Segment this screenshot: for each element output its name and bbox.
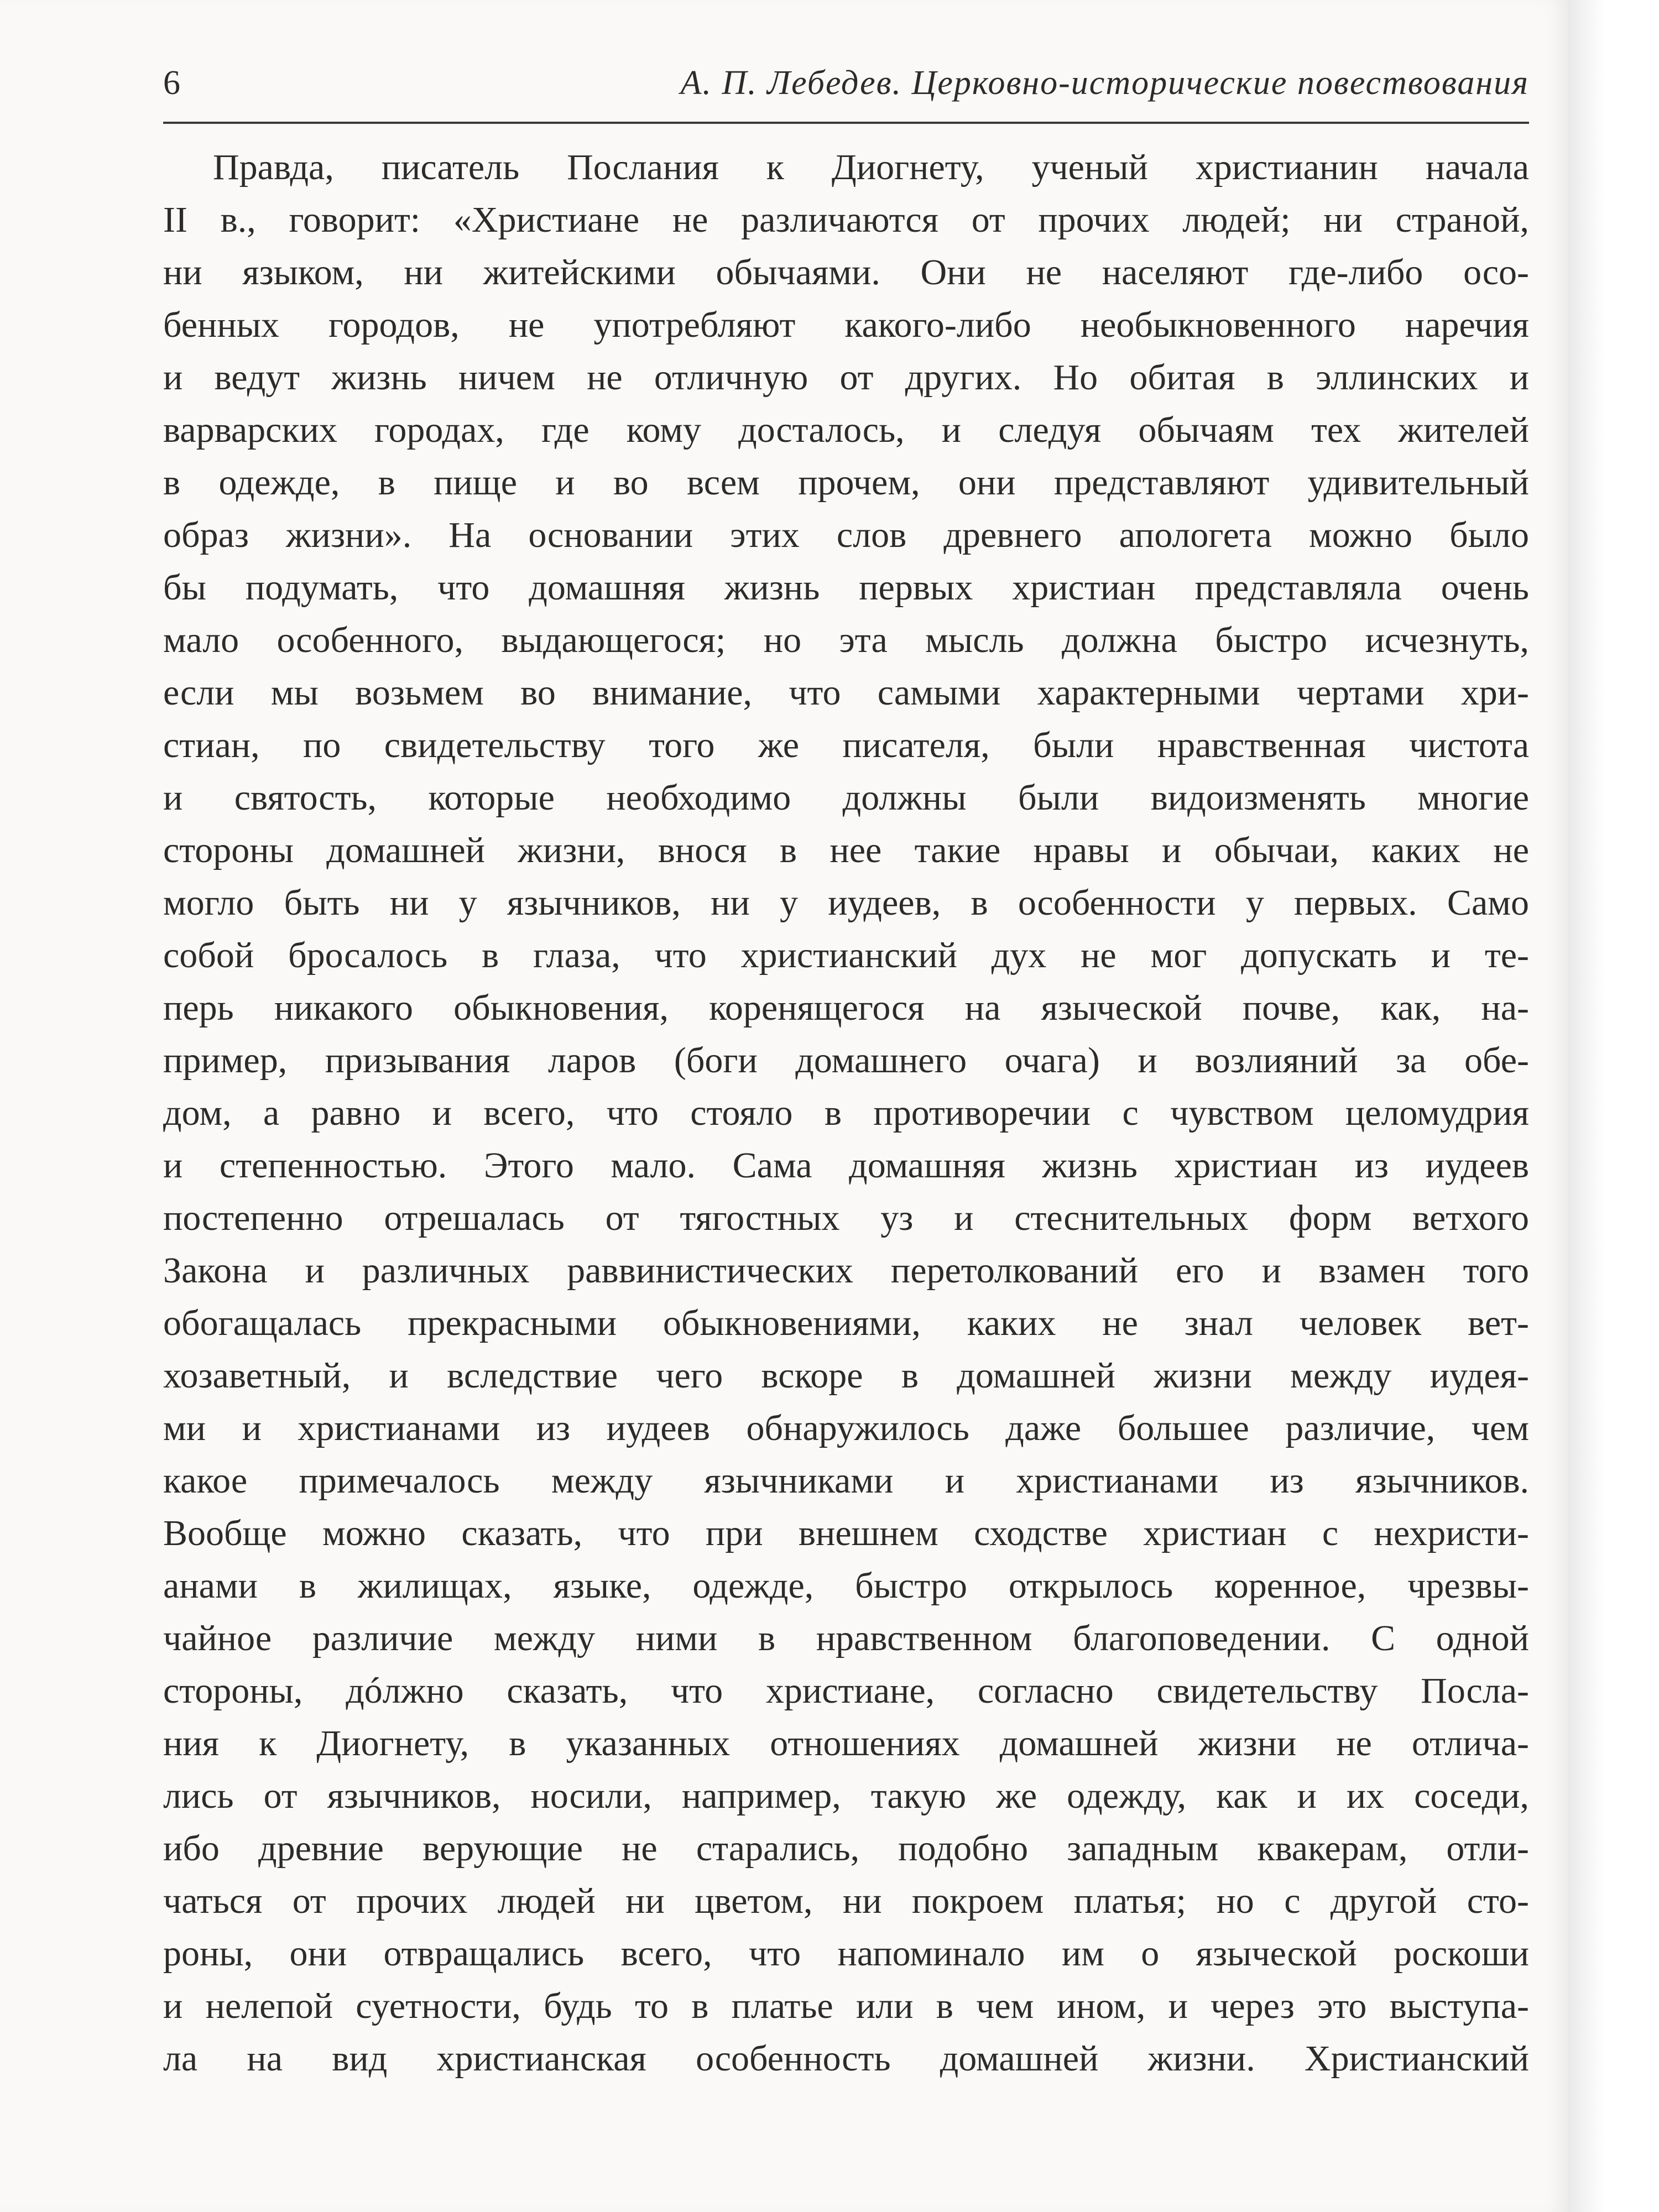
- running-title: А. П. Лебедев. Церковно-исторические повествования: [680, 64, 1529, 102]
- text-line: II в., говорит: «Христиане не различаются от прочих людей; ни страной,: [163, 200, 1529, 240]
- body-text: [163, 141, 1529, 2085]
- text-line: роны, они отвращались всего, что напоминало им о языческой роскоши: [163, 1933, 1529, 1974]
- text-line: Закона и различных раввинистических перетолкований его и взамен того: [163, 1250, 1529, 1291]
- text-line: стороны, дóлжно сказать, что христиане, согласно свидетельству Посла-: [163, 1671, 1529, 1711]
- text-line: чаться от прочих людей ни цветом, ни покроем платья; но с другой сто-: [163, 1881, 1529, 1921]
- text-line: ла на вид христианская особенность домашней жизни. Христианский: [163, 2038, 1529, 2079]
- text-line: чайное различие между ними в нравственном благоповедении. С одной: [163, 1618, 1529, 1658]
- text-line: ния к Диогнету, в указанных отношениях домашней жизни не отлича-: [163, 1723, 1529, 1764]
- text-line: в одежде, в пище и во всем прочем, они представляют удивительный: [163, 462, 1529, 503]
- text-line: и нелепой суетности, будь то в платье или в чем ином, и через это выступа-: [163, 1986, 1529, 2026]
- text-line: хозаветный, и вследствие чего вскоре в домашней жизни между иудея-: [163, 1355, 1529, 1396]
- text-line: Правда, писатель Послания к Диогнету, ученый христианин начала: [213, 147, 1529, 187]
- text-line: анами в жилищах, языке, одежде, быстро открылось коренное, чрезвы-: [163, 1566, 1529, 1606]
- header-rule: [163, 122, 1529, 124]
- text-line: бенных городов, не употребляют какого-либо необыкновенного наречия: [163, 305, 1529, 345]
- page-edge: [1568, 0, 1659, 2212]
- text-line: и ведут жизнь ничем не отличную от других. Но обитая в эллинских и: [163, 357, 1529, 398]
- text-line: ми и христианами из иудеев обнаружилось даже большее различие, чем: [163, 1408, 1529, 1448]
- text-line: мало особенного, выдающегося; но эта мысль должна быстро исчезнуть,: [163, 620, 1529, 660]
- text-line: если мы возьмем во внимание, что самыми характерными чертами хри-: [163, 672, 1529, 713]
- text-line: стороны домашней жизни, внося в нее такие нравы и обычаи, каких не: [163, 830, 1529, 870]
- text-line: и степенностью. Этого мало. Сама домашняя жизнь христиан из иудеев: [163, 1145, 1529, 1186]
- text-line: варварских городах, где кому досталось, и следуя обычаям тех жителей: [163, 410, 1529, 450]
- text-line: и святость, которые необходимо должны были видоизменять многие: [163, 778, 1529, 818]
- text-line: ни языком, ни житейскими обычаями. Они не населяют где-либо осо-: [163, 252, 1529, 293]
- text-line: ибо древние верующие не старались, подобно западным квакерам, отли-: [163, 1828, 1529, 1869]
- text-line: перь никакого обыкновения, коренящегося на языческой почве, как, на-: [163, 988, 1529, 1028]
- text-line: могло быть ни у язычников, ни у иудеев, в особенности у первых. Само: [163, 883, 1529, 923]
- page-header: [163, 39, 1529, 122]
- page-number: 6: [163, 64, 180, 102]
- text-line: дом, а равно и всего, что стояло в противоречии с чувством целомудрия: [163, 1093, 1529, 1133]
- text-line: постепенно отрешалась от тягостных уз и стеснительных форм ветхого: [163, 1198, 1529, 1238]
- text-line: собой бросалось в глаза, что христианский дух не мог допускать и те-: [163, 935, 1529, 975]
- text-line: бы подумать, что домашняя жизнь первых христиан представляла очень: [163, 567, 1529, 608]
- text-line: стиан, по свидетельству того же писателя, были нравственная чистота: [163, 725, 1529, 765]
- text-line: Вообще можно сказать, что при внешнем сходстве христиан с нехристи-: [163, 1513, 1529, 1553]
- text-line: лись от язычников, носили, например, такую же одежду, как и их соседи,: [163, 1776, 1529, 1816]
- text-line: какое примечалось между язычниками и христианами из язычников.: [163, 1460, 1529, 1501]
- text-line: пример, призывания ларов (боги домашнего очага) и возлияний за обе-: [163, 1040, 1529, 1081]
- text-line: обогащалась прекрасными обыкновениями, каких не знал человек вет-: [163, 1303, 1529, 1343]
- text-line: образ жизни». На основании этих слов древнего апологета можно было: [163, 515, 1529, 555]
